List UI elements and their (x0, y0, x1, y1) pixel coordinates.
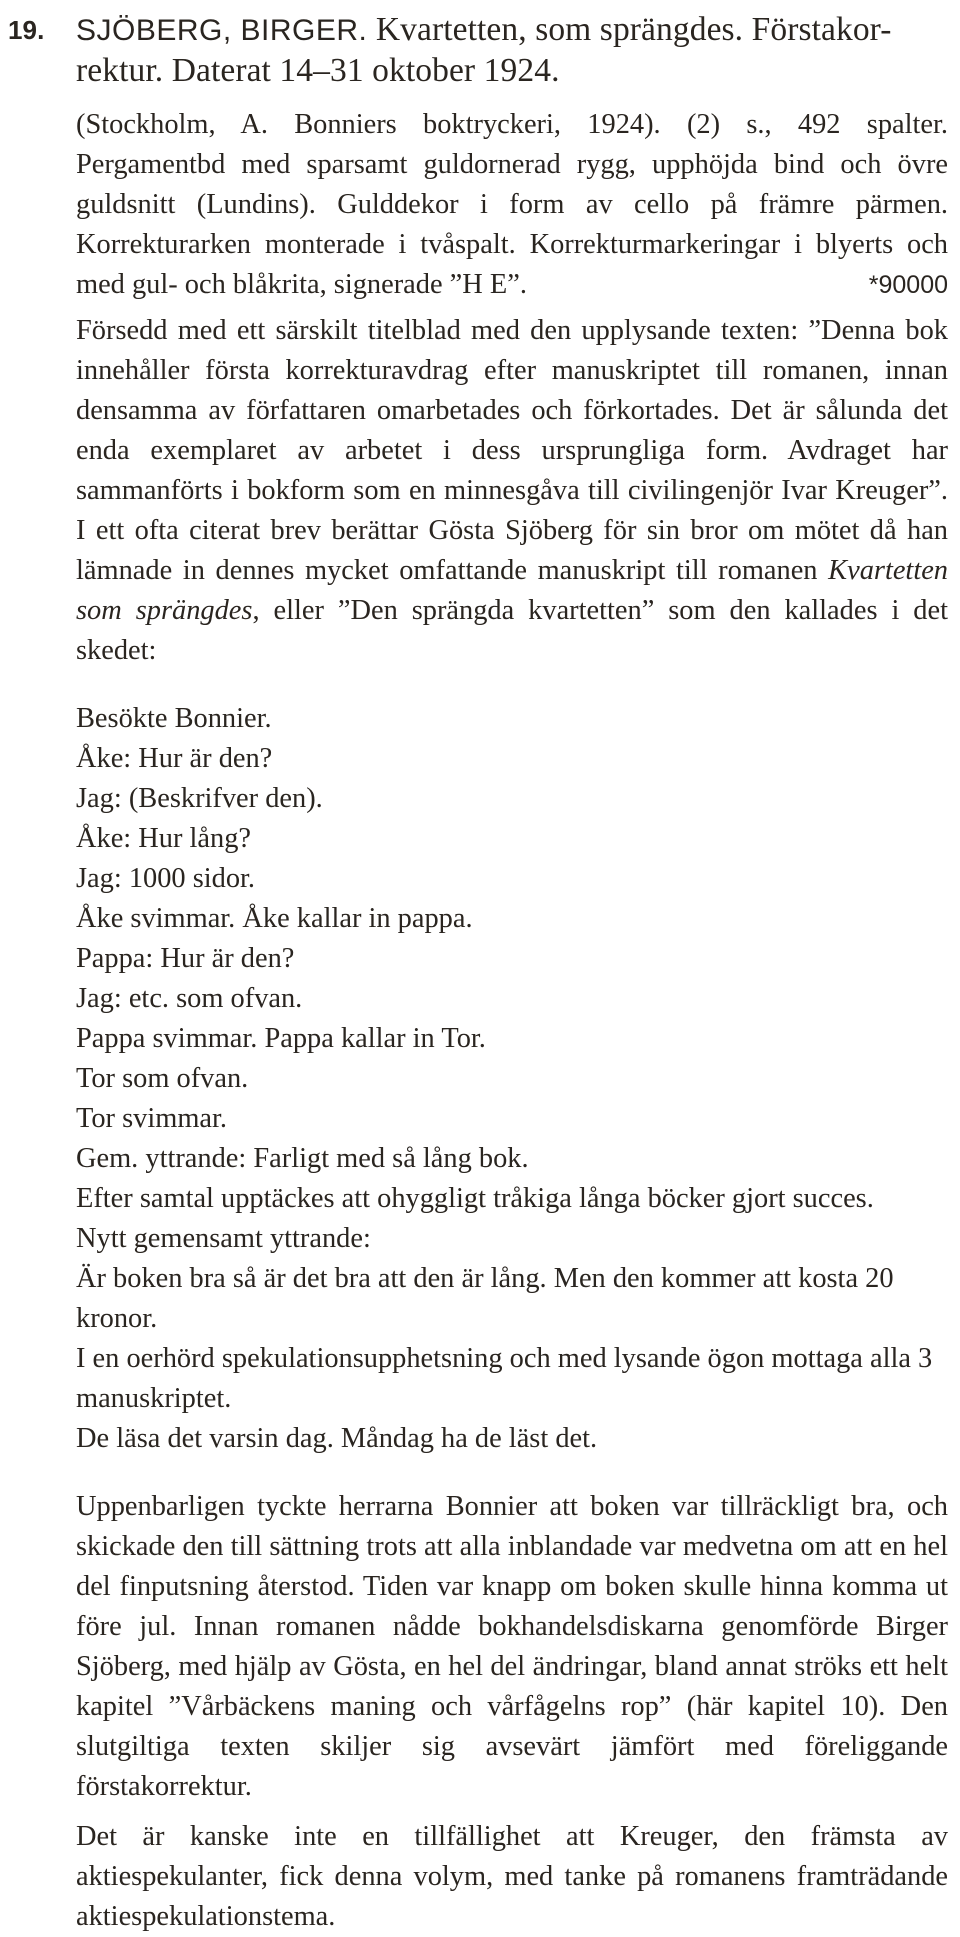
title-line-2: rektur. Daterat 14–31 oktober 1924. (76, 52, 560, 89)
intro-paragraph (76, 311, 948, 671)
price: *90000 (868, 271, 948, 299)
quote-line: Åke: Hur är den? (76, 743, 273, 774)
quote-line: Pappa svimmar. Pappa kallar in Tor. (76, 1023, 486, 1054)
quote-line: Pappa: Hur är den? (76, 943, 295, 974)
quote-line: Nytt gemensamt yttrande: (76, 1223, 371, 1254)
quote-line: Gem. yttrande: Farligt med så lång bok. (76, 1143, 529, 1174)
description-text: (Stockholm, A. Bonniers boktryckeri, 1924). (2) s., 492 spalter. Pergamentbd med sparsamt guldornerad rygg, upphöjda bind och övre guldsnitt (Lundins). Gulddekor i form av cello på främre pärmen. Korrekturarken monterade i tvåspalt. Korrekturmarkeringar i blyerts och med gul- och blåkrita, signerade ”H E”. (76, 109, 948, 300)
quote-line: Är boken bra så är det bra att den är lång. Men den kommer att kosta 20 kronor. (76, 1263, 894, 1334)
intro-text-part1: Försedd med ett särskilt titelblad med den upplysande texten: ”Denna bok innehåller första korrekturavdrag efter manuskriptet till romanen, innan densamma av författaren omarbetades och förkortades. Det är sålunda det enda exemplaret av arbetet i dess ursprungliga form. Avdraget har sammanförts i bokform som en minnesgåva till civilingenjör Ivar Kreuger”. I ett ofta citerat brev berättar Gösta Sjöberg för sin bror om mötet då han lämnade in dennes mycket omfattande manuskript till romanen (76, 315, 948, 586)
quote-line: Tor svimmar. (76, 1103, 227, 1134)
quote-line: Efter samtal upptäckes att ohyggligt tråkiga långa böcker gjort succes. (76, 1183, 874, 1214)
bibliographic-description (76, 105, 948, 305)
novel-title: Kvartetten som sprängdes (76, 555, 948, 626)
quote-line: Jag: 1000 sidor. (76, 863, 256, 894)
author-name: SJÖBERG, BIRGER. (76, 14, 368, 47)
lot-number: 19. (8, 15, 45, 45)
kreuger-paragraph: Det är kanske inte en tillfällighet att Kreuger, den främsta av aktiespekulanter, fick denna volym, med tanke på romanens framträdande aktiespekulationstema. (76, 1821, 948, 1932)
letter-quote (76, 699, 948, 1459)
entry-headline (0, 10, 960, 91)
quote-line: I en oerhörd spekulationsupphetsning och med lysande ögon mottaga alla 3 manuskriptet. (76, 1343, 933, 1414)
publication-paragraph: Uppenbarligen tyckte herrarna Bonnier att boken var tillräckligt bra, och skickade den till sättning trots att alla inblandade var medvetna om att en hel del finputsning återstod. Tiden var knapp om boken skulle hinna komma ut före jul. Innan romanen nådde bokhandelsdiskarna genomförde Birger Sjöberg, med hjälp av Gösta, en hel del ändringar, bland annat ströks ett helt kapitel ”Vårbäckens maning och vårfågelns rop” (här kapitel 10). Den slutgiltiga texten skiljer sig avsevärt jämfört med föreliggande förstakorrektur. (76, 1491, 948, 1802)
quote-line: Tor som ofvan. (76, 1063, 249, 1094)
quote-line: Jag: (Beskrifver den). (76, 783, 323, 814)
quote-line: Jag: etc. som ofvan. (76, 983, 303, 1014)
quote-line: De läsa det varsin dag. Måndag ha de läst det. (76, 1423, 598, 1454)
title-line-1: Kvartetten, som sprängdes. Förstakor- (367, 11, 892, 48)
quote-line: Åke: Hur lång? (76, 823, 252, 854)
quote-line: Besökte Bonnier. (76, 703, 272, 734)
intro-text-part2: , eller ”Den sprängda kvartetten” som den kallades i det skedet: (76, 595, 948, 666)
quote-line: Åke svimmar. Åke kallar in pappa. (76, 903, 473, 934)
